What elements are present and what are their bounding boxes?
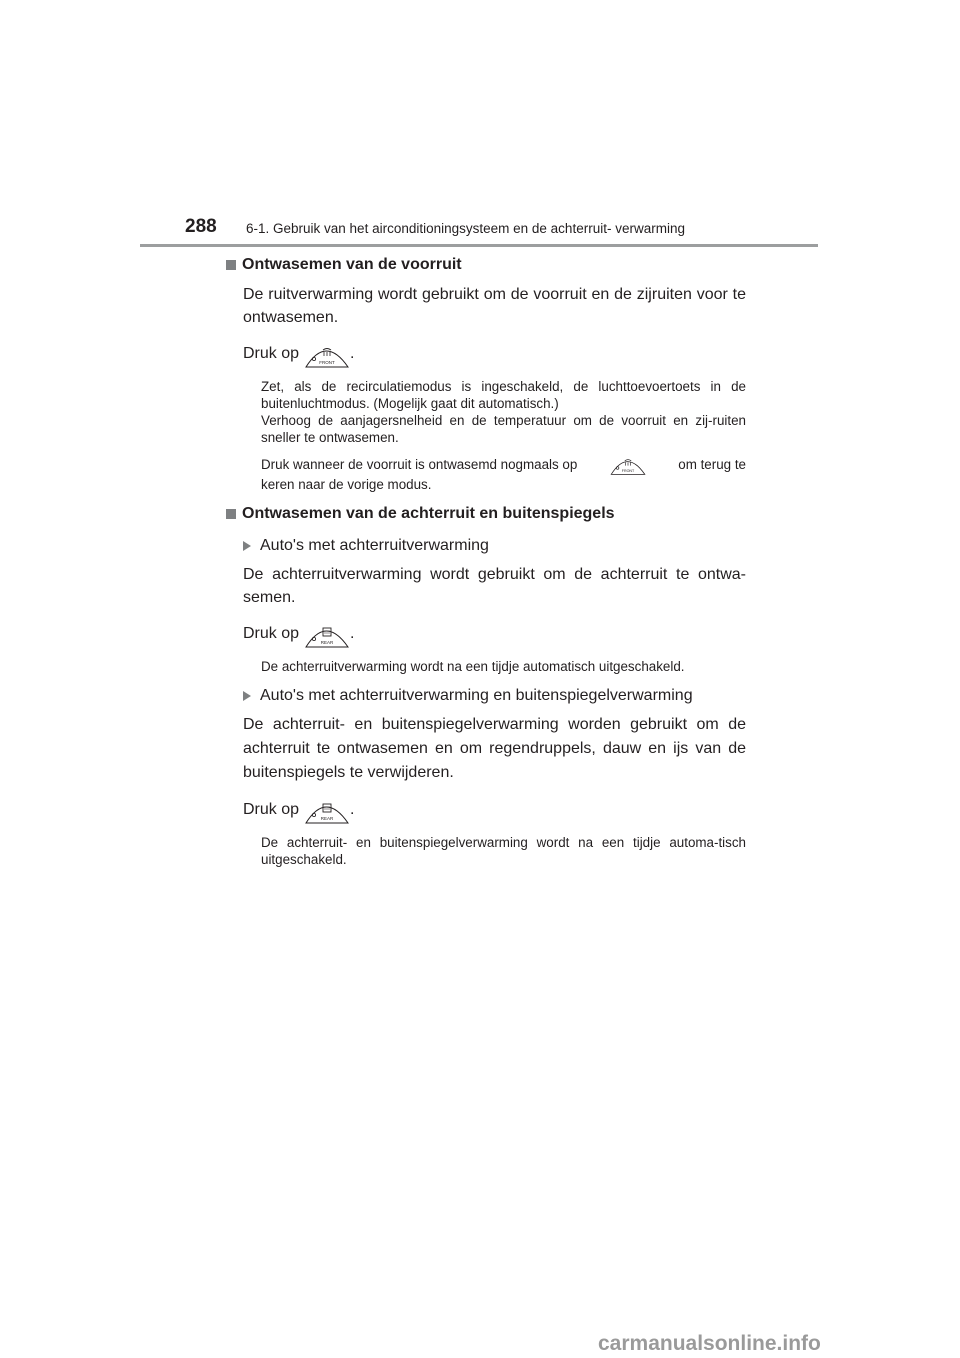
- square-bullet-icon: [226, 260, 236, 270]
- front-body: De ruitverwarming wordt gebruikt om de voorruit en de zijruiten voor te ontwasemen.: [243, 286, 746, 326]
- sub-bullet-rear-only: [243, 535, 746, 557]
- front-note-1a: Zet, als de recirculatiemodus is ingeschakeld, de luchttoevoertoets in de buitenluchtmodus. (Mogelijk gaat dit automatisch.): [261, 379, 746, 411]
- druk-op-label: Druk op: [243, 625, 300, 642]
- period: .: [350, 345, 355, 362]
- chapter-title: 6-1. Gebruik van het airconditioningsysteem en de achterruit- verwarming: [246, 221, 685, 236]
- heading-text: Ontwasemen van de voorruit: [242, 256, 462, 273]
- druk-op-label: Druk op: [243, 801, 300, 818]
- sub-bullet-rear-mirrors: [243, 685, 746, 707]
- square-bullet-icon: [226, 509, 236, 519]
- svg-text:REAR: REAR: [320, 816, 334, 821]
- front-druk-op: [243, 338, 746, 370]
- sub-bullet-label: Auto's met achterruitverwarming: [260, 537, 489, 554]
- rear-note-2: De achterruit- en buitenspiegelverwarming wordt na een tijdje automa-tisch uitgeschakeld.: [261, 835, 746, 867]
- svg-text:FRONT: FRONT: [319, 360, 335, 365]
- note2-before: Druk wanneer de voorruit is ontwasemd nogmaals op: [261, 456, 578, 472]
- triangle-bullet-icon: [243, 691, 251, 701]
- rear-druk-op-2: [243, 794, 746, 826]
- front-note-2: [261, 452, 746, 476]
- front-note-2b: keren naar de vorige modus.: [261, 477, 432, 492]
- page-content: [226, 254, 746, 868]
- heading-text: Ontwasemen van de achterruit en buitenspiegels: [242, 505, 615, 522]
- front-note-1b: Verhoog de aanjagersnelheid en de temperatuur om de voorruit en zij-ruiten sneller te ontwasemen.: [261, 413, 746, 445]
- page-number: 288: [185, 216, 217, 237]
- sub-bullet-label: Auto's met achterruitverwarming en buitenspiegelverwarming: [260, 687, 693, 704]
- period: .: [350, 625, 355, 642]
- rear-druk-op-1: [243, 618, 746, 650]
- rear-defroster-button-icon: [304, 619, 350, 649]
- svg-text:REAR: REAR: [320, 640, 334, 645]
- rear-body-2: De achterruit- en buitenspiegelverwarming worden gebruikt om de achterruit te ontwasemen en om regendruppels, dauw en ijs van de buitenspiegels te verwijderen.: [243, 716, 746, 781]
- svg-text:FRONT: FRONT: [621, 469, 634, 473]
- rear-defroster-button-icon: [304, 795, 350, 825]
- rear-body-1: De achterruitverwarming wordt gebruikt om de achterruit te ontwa-semen.: [243, 566, 746, 606]
- note2-after: om terug te: [678, 456, 746, 472]
- watermark: carmanualsonline.info: [598, 1332, 821, 1355]
- section-heading-rear: [226, 503, 746, 525]
- front-defroster-button-icon: [609, 452, 647, 476]
- header-rule: [140, 244, 818, 247]
- druk-op-label: Druk op: [243, 345, 300, 362]
- triangle-bullet-icon: [243, 541, 251, 551]
- front-defroster-button-icon: [304, 339, 350, 369]
- rear-note-1: De achterruitverwarming wordt na een tijdje automatisch uitgeschakeld.: [261, 659, 685, 674]
- period: .: [350, 801, 355, 818]
- section-heading-front: [226, 254, 746, 276]
